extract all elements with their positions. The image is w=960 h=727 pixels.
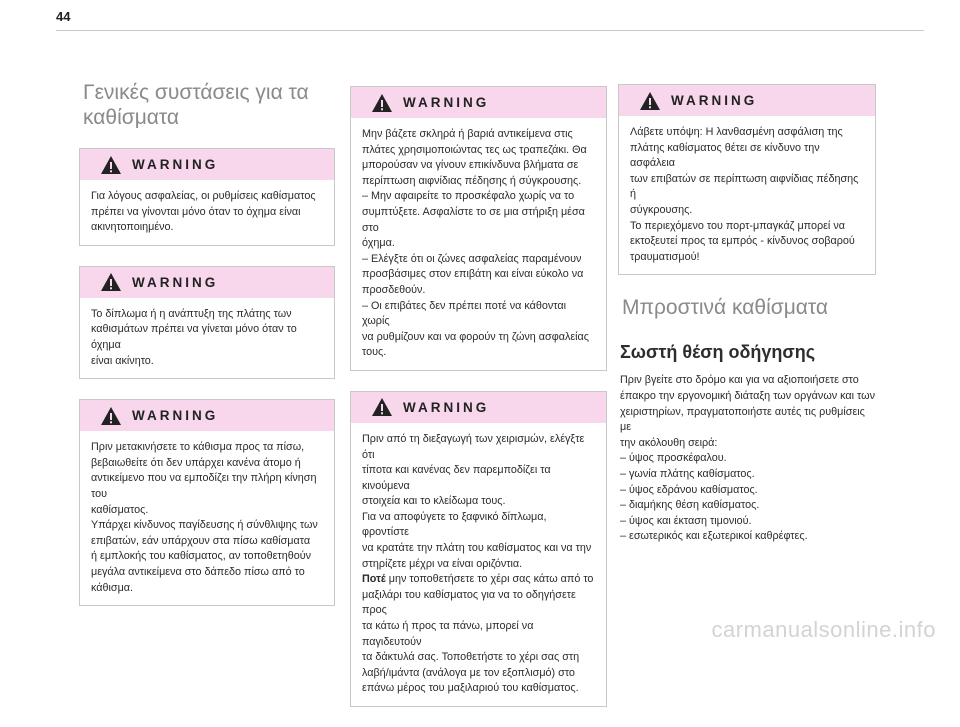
warning-line: περίπτωση αιφνίδιας πέδησης ή σύγκρουσης. — [362, 174, 582, 187]
warning-text — [619, 116, 875, 274]
warning-line: επάνω μέρος του μαξιλαριού του καθίσματος. — [362, 682, 579, 695]
section-title-front-seats: Μπροστινά καθίσματα — [622, 296, 829, 320]
warning-line: καθίσματος. — [91, 503, 149, 516]
warning-title: WARNING — [132, 408, 219, 424]
warning-line: τα κάτω ή προς τα πάνω, μπορεί να παγιδευτούν — [362, 620, 534, 648]
warning-line: Το περιεχόμενο του πορτ-μπαγκάζ μπορεί να — [630, 219, 845, 232]
warning-line: μαξιλάρι του καθίσματος για να το οδηγήσετε προς — [362, 588, 576, 617]
column-middle — [350, 86, 607, 727]
warning-line: Μην βάζετε σκληρά ή βαριά αντικείμενα στις — [362, 128, 573, 140]
warning-line: τα δάκτυλά σας. Τοποθετήστε το χέρι σας στη — [362, 651, 580, 664]
column-right — [618, 84, 876, 545]
driving-position-line: – ύψος εδράνου καθίσματος. — [620, 483, 758, 496]
warning-line: Ποτέ μην τοποθετήσετε το χέρι σας κάτω από το — [362, 573, 594, 586]
page-number: 44 — [56, 9, 71, 24]
warning-text — [351, 423, 606, 706]
warning-header — [80, 149, 334, 180]
warning-line: Πριν μετακινήσετε το κάθισμα προς τα πίσω, — [91, 441, 305, 454]
watermark: carmanualsonline.info — [711, 617, 936, 642]
warning-line: – Οι επιβάτες δεν πρέπει ποτέ να κάθονται χωρίς — [362, 299, 567, 328]
warning-header — [80, 400, 334, 431]
warning-triangle-icon — [639, 91, 661, 111]
warning-title: WARNING — [132, 157, 219, 172]
warning-line: αντικείμενο που να εμποδίζει την πλήρη κίνηση του — [91, 472, 317, 500]
warning-line: των επιβατών σε περίπτωση αιφνίδιας πέδησης ή — [630, 172, 859, 201]
warning-line: να κρατάτε την πλάτη του καθίσματος και να την — [362, 542, 592, 555]
warning-line: ή εμπλοκής του καθίσματος, αν τοποθετηθούν — [91, 550, 312, 563]
warning-line: Υπάρχει κίνδυνος παγίδευσης ή σύνθλιψης των — [91, 519, 318, 532]
warning-triangle-icon — [100, 272, 122, 292]
warning-line: κάθισμα. — [91, 581, 134, 594]
warning-line: μεγάλα αντικείμενα στο δάπεδο πίσω από το — [91, 565, 305, 578]
warning-header — [351, 392, 606, 423]
warning-line: είναι ακίνητο. — [91, 354, 154, 367]
warning-line: – Μην αφαιρείτε το προσκέφαλο χωρίς να το — [362, 190, 575, 203]
warning-header — [80, 267, 334, 298]
warning-line: καθισμάτων πρέπει να γίνεται μόνο όταν το όχημα — [91, 323, 297, 351]
driving-position-line: την ακόλουθη σειρά: — [620, 436, 718, 449]
warning-line: – Ελέγξτε ότι οι ζώνες ασφαλείας παραμένουν — [362, 252, 582, 265]
warning-triangle-icon — [100, 155, 122, 175]
top-divider — [56, 30, 924, 31]
warning-emphasis: Ποτέ — [362, 573, 386, 586]
warning-title: WARNING — [403, 95, 490, 110]
driving-position-text — [620, 373, 876, 545]
warning-box — [350, 86, 607, 371]
warning-line: στηρίζετε μέχρι να είναι οριζόντια. — [362, 557, 523, 570]
warning-line: βεβαιωθείτε ότι δεν υπάρχει κανένα άτομο ή — [91, 456, 301, 469]
col2-warning-list — [350, 86, 607, 707]
warning-line: Για λόγους ασφαλείας, οι ρυθμίσεις καθίσματος — [91, 190, 316, 202]
warning-line: στοιχεία και το κλείδωμα τους. — [362, 495, 506, 508]
warning-box — [618, 84, 876, 275]
warning-line: επιβατών, εάν υπάρχουν στα πίσω καθίσματα — [91, 534, 311, 547]
warning-header — [619, 85, 875, 116]
warning-line: Πριν από τη διεξαγωγή των χειρισμών, ελέγξτε ότι — [362, 432, 585, 461]
warning-text — [80, 298, 334, 378]
warning-line: πρέπει να γίνονται μόνο όταν το όχημα είναι — [91, 205, 301, 218]
driving-position-line: έπακρο την εργονομική διάταξη των οργάνων και των — [620, 389, 875, 402]
warning-box — [79, 266, 335, 379]
warning-line: Το δίπλωμα ή η ανάπτυξη της πλάτης των — [91, 307, 292, 320]
warning-text — [80, 431, 334, 605]
driving-position-line: – ύψος προσκέφαλου. — [620, 452, 727, 465]
warning-title: WARNING — [132, 274, 219, 290]
warning-box — [79, 148, 335, 246]
warning-line: πλάτες χρησιμοποιώντας τες ως τραπεζάκι. Θα — [362, 143, 587, 156]
warning-line: να ρυθμίζουν και να φορούν τη ζώνη ασφαλείας — [362, 330, 590, 343]
warning-box — [350, 391, 607, 707]
driving-position-line: – ύψος και έκταση τιμονιού. — [620, 514, 752, 527]
warning-line: Για να αποφύγετε το ξαφνικό δίπλωμα, φροντίστε — [362, 510, 547, 539]
warning-line: προσδεθούν. — [362, 283, 426, 296]
col3-warning-box — [618, 84, 876, 275]
driving-position-line: – γωνία πλάτης καθίσματος. — [620, 467, 755, 480]
warning-line: Λάβετε υπόψη: Η λανθασμένη ασφάλιση της — [630, 126, 843, 138]
warning-line: μπορούσαν να γίνουν επικίνδυνα βλήματα σε — [362, 159, 579, 172]
warning-title: WARNING — [671, 93, 758, 108]
warning-line: πλάτης καθίσματος θέτει σε κίνδυνο την ασφάλεια — [630, 141, 820, 170]
warning-line: λαβή/ιμάντα (ανάλογα με τον εξοπλισμό) στο — [362, 666, 575, 679]
warning-line: εκτοξευτεί προς τα εμπρός - κίνδυνος σοβαρού — [630, 235, 855, 248]
warning-triangle-icon — [100, 406, 122, 426]
warning-triangle-icon — [371, 397, 393, 417]
warning-title: WARNING — [403, 399, 490, 415]
warning-header — [351, 87, 606, 118]
driving-position-line: – εσωτερικός και εξωτερικοί καθρέφτες. — [620, 530, 808, 543]
warning-line: προσβάσιμες στον επιβάτη και είναι εύκολο να — [362, 268, 584, 281]
warning-line: τραυματισμού! — [630, 250, 700, 263]
driving-position-line: Πριν βγείτε στο δρόμο και για να αξιοποιήσετε στο — [620, 374, 859, 387]
warning-line: ακινητοποιημένο. — [91, 221, 174, 234]
warning-text — [80, 180, 334, 245]
driving-position-line: χειριστηρίων, πραγματοποιήστε αυτές τις ρυθμίσεις με — [620, 405, 865, 434]
section-title-general: Γενικές συστάσεις για τα καθίσματα — [83, 81, 309, 129]
warning-line: συμπτύξετε. Ασφαλίστε το σε μια στήριξη μέσα στο — [362, 205, 585, 234]
warning-line: όχημα. — [362, 237, 395, 250]
warning-line: σύγκρουσης. — [630, 203, 693, 216]
warning-line: τίποτα και κανένας δεν παρεμποδίζει τα κινούμενα — [362, 464, 551, 492]
driving-position-line: – διαμήκης θέση καθίσματος. — [620, 499, 760, 512]
col1-warning-list — [79, 148, 335, 606]
subsection-title-driving-position: Σωστή θέση οδήγησης — [620, 342, 816, 363]
warning-box — [79, 399, 335, 606]
warning-line: τους. — [362, 346, 387, 359]
warning-text — [351, 118, 606, 370]
warning-triangle-icon — [371, 93, 393, 113]
column-left — [79, 80, 335, 626]
